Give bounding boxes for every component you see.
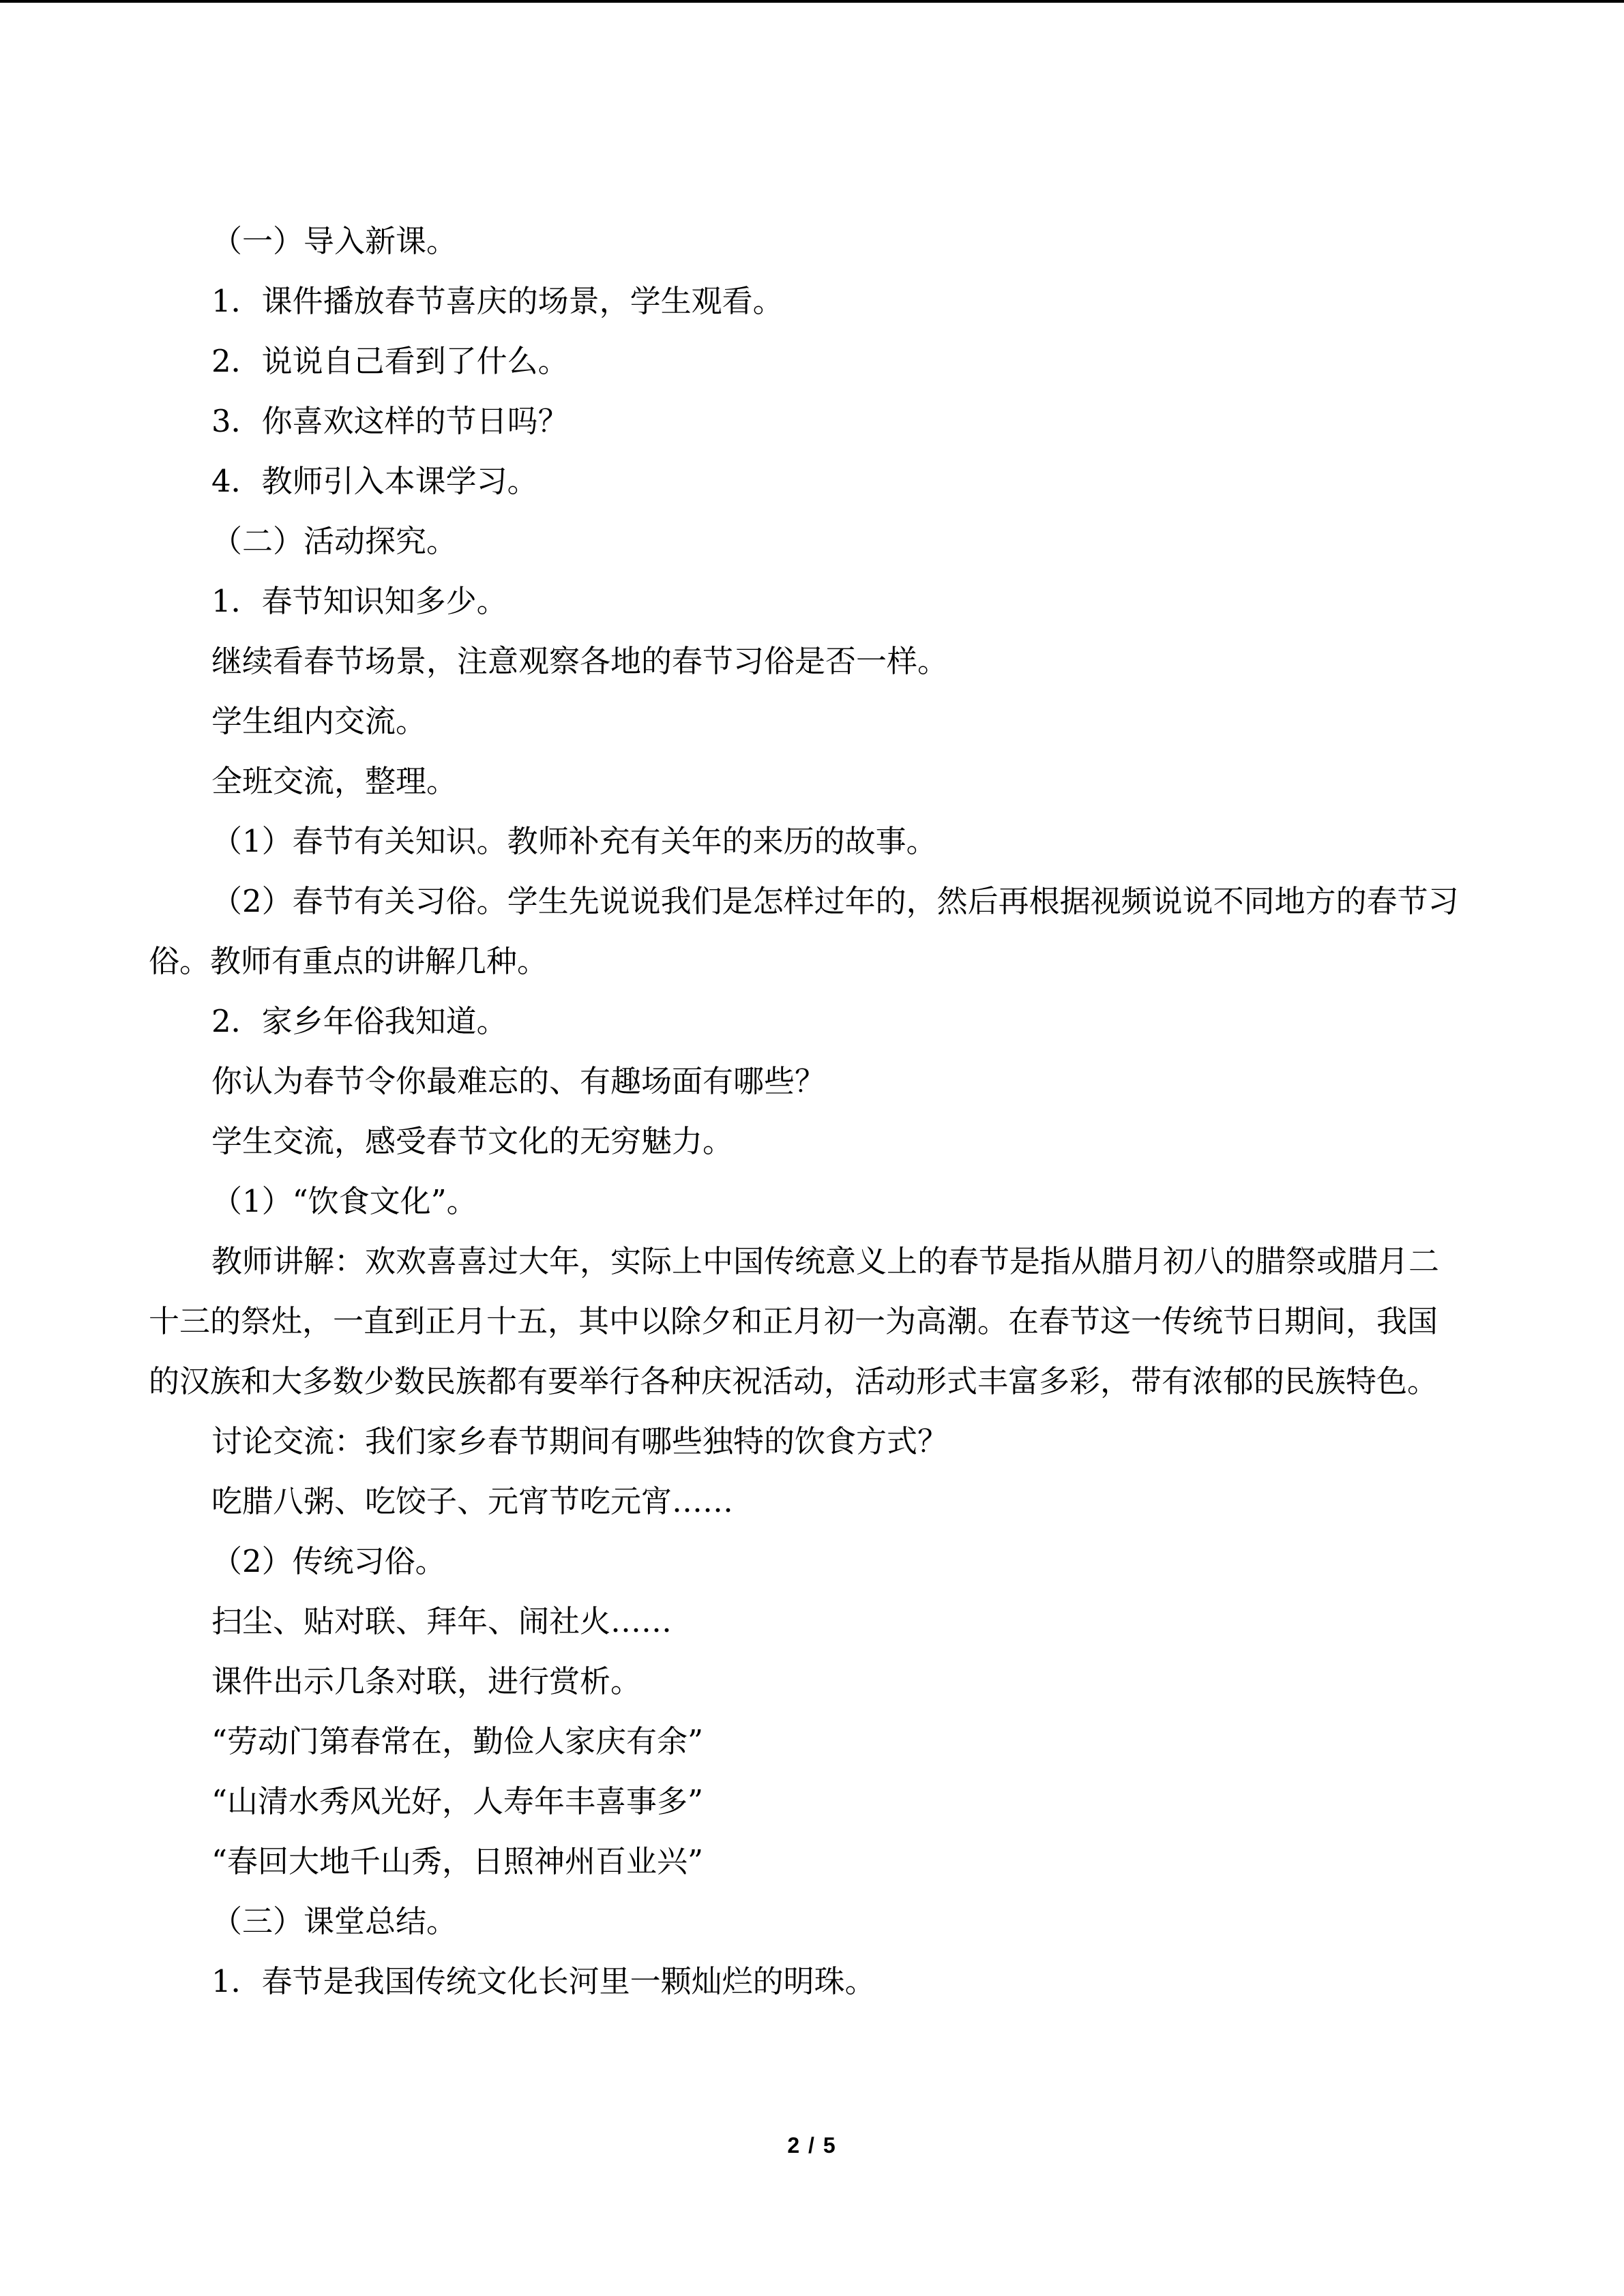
section-heading-activity: （二）活动探究。 [211,523,458,559]
paragraph: 1．春节是我国传统文化长河里一颗灿烂的明珠。 [211,1963,876,1999]
couplet-quote: “春回大地千山秀，日照神州百业兴” [211,1843,704,1879]
page-number: 2 / 5 [787,2133,837,2158]
paragraph: 全班交流，整理。 [211,763,458,799]
paragraph: 3．你喜欢这样的节日吗？ [211,403,569,439]
paragraph: 教师讲解：欢欢喜喜过大年，实际上中国传统意义上的春节是指从腊月初八的腊祭或腊月二十三的祭灶，一直到正月十五，其中以除夕和正月初一为高潮。在春节这一传统节日期间，我国的汉族和大多数少数民族都有要举行各种庆祝活动，活动形式丰富多彩，带有浓郁的民族特色。 [149,1243,1440,1399]
paragraph: （2）春节有关习俗。学生先说说我们是怎样过年的，然后再根据视频说说不同地方的春节习俗。教师有重点的讲解几种。 [149,883,1459,979]
paragraph: 讨论交流：我们家乡春节期间有哪些独特的饮食方式？ [211,1423,949,1459]
paragraph: 学生组内交流。 [211,703,427,739]
paragraph: 1．课件播放春节喜庆的场景，学生观看。 [211,283,784,319]
paragraph: （2）传统习俗。 [211,1543,446,1579]
paragraph: 2．说说自己看到了什么。 [211,343,569,379]
paragraph: 课件出示几条对联，进行赏析。 [211,1663,642,1699]
paragraph: 4．教师引入本课学习。 [211,463,538,499]
paragraph: 1．春节知识知多少。 [211,583,507,619]
paragraph: 2．家乡年俗我知道。 [211,1003,507,1039]
document-body [149,211,1460,2012]
couplet-quote: “劳动门第春常在，勤俭人家庆有余” [211,1723,704,1759]
paragraph: （1）“饮食文化”。 [211,1183,477,1219]
paragraph: 吃腊八粥、吃饺子、元宵节吃元宵…… [211,1483,734,1519]
section-heading-intro: （一）导入新课。 [211,223,458,259]
paragraph: 继续看春节场景，注意观察各地的春节习俗是否一样。 [211,643,949,679]
couplet-quote: “山清水秀风光好，人寿年丰喜事多” [211,1783,704,1819]
paragraph: （1）春节有关知识。教师补充有关年的来历的故事。 [211,823,937,859]
paragraph: 学生交流，感受春节文化的无穷魅力。 [211,1123,734,1159]
page-top-border [0,0,1624,3]
paragraph: 扫尘、贴对联、拜年、闹社火…… [211,1603,673,1639]
paragraph: 你认为春节令你最难忘的、有趣场面有哪些？ [211,1063,826,1099]
section-heading-summary: （三）课堂总结。 [211,1903,458,1939]
